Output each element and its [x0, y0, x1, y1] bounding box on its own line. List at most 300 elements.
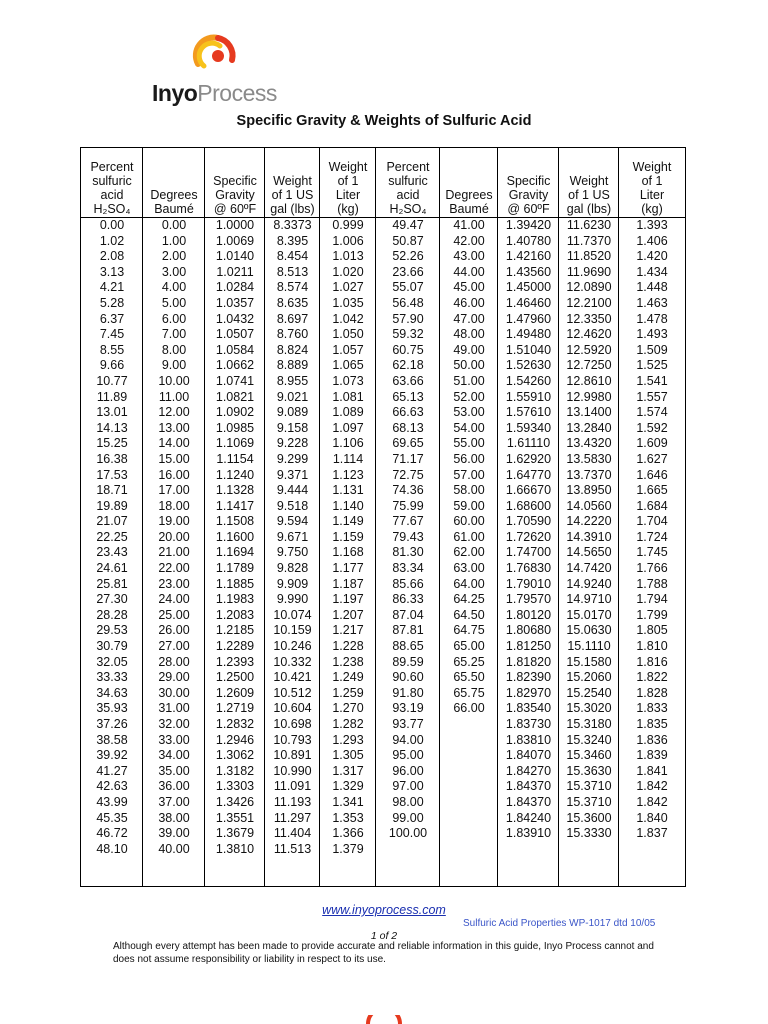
column-header-line: Baumé — [449, 202, 489, 216]
table-cell: 1.76830 — [505, 561, 552, 576]
table-cell: 65.00 — [453, 639, 485, 654]
table-cell: 1.366 — [332, 826, 364, 841]
table-cell: 1.45000 — [505, 280, 552, 295]
table-cell: 1.013 — [332, 249, 364, 264]
table-cell: 15.3180 — [566, 717, 612, 731]
table-cell: 13.4320 — [566, 436, 612, 451]
table-cell: 8.824 — [276, 342, 309, 357]
table-cell: 38.58 — [96, 732, 128, 747]
page-number: 1 of 2 — [370, 930, 398, 942]
table-cell: 1.249 — [332, 670, 364, 685]
column-header-line: Degrees — [445, 188, 493, 202]
column-header-line: H₂SO₄ — [93, 202, 131, 216]
table-cell: 75.99 — [392, 498, 424, 513]
table-cell: 24.61 — [96, 561, 128, 576]
table-cell: 37.00 — [158, 794, 190, 809]
table-cell: 40.00 — [158, 841, 190, 856]
table-cell: 30.79 — [96, 639, 128, 654]
table-cell: 1.2289 — [215, 639, 255, 654]
table-cell: 1.207 — [332, 607, 364, 622]
table-cell: 1.839 — [636, 748, 668, 763]
table-cell: 1.081 — [332, 389, 364, 404]
table-cell: 8.00 — [161, 342, 187, 357]
table-cell: 1.837 — [636, 826, 668, 841]
table-cell: 65.13 — [392, 389, 424, 404]
table-cell: 87.81 — [392, 623, 424, 638]
table-cell: 1.54260 — [505, 373, 552, 388]
table-cell: 1.745 — [636, 545, 668, 560]
table-cell: 99.00 — [392, 810, 424, 825]
table-cell: 1.406 — [636, 233, 668, 248]
table-cell: 24.00 — [158, 592, 190, 607]
table-cell: 56.00 — [453, 451, 485, 466]
column-header — [265, 156, 320, 216]
table-cell: 13.1400 — [566, 405, 612, 420]
table-cell: 1.1417 — [215, 498, 255, 513]
column-header-line: Weight — [273, 174, 312, 188]
table-cell: 1.574 — [636, 405, 668, 420]
table-cell: 10.246 — [273, 639, 312, 654]
table-cell: 14.9240 — [566, 576, 612, 591]
table-cell: 12.2100 — [566, 295, 612, 310]
table-cell: 8.955 — [276, 373, 309, 388]
table-cell: 15.3710 — [566, 779, 612, 794]
table-cell: 1.541 — [636, 373, 668, 388]
table-cell: 15.3240 — [566, 732, 612, 747]
table-cell: 27.30 — [96, 592, 128, 607]
table-cell: 22.00 — [158, 561, 190, 576]
table-cell: 1.089 — [332, 405, 364, 420]
table-cell: 1.073 — [332, 373, 364, 388]
table-cell: 1.83540 — [505, 701, 552, 716]
table-cell: 100.00 — [388, 826, 428, 841]
table-cell: 1.106 — [332, 436, 364, 451]
table-cell: 64.50 — [453, 607, 485, 622]
table-cell: 61.00 — [453, 529, 485, 544]
table-cell: 1.341 — [332, 794, 364, 809]
table-cell: 1.057 — [332, 342, 364, 357]
table-cell: 41.27 — [96, 763, 128, 778]
table-cell: 1.0741 — [215, 373, 255, 388]
table-cell: 4.00 — [161, 280, 187, 295]
column-header-line: of 1 — [641, 174, 663, 188]
table-cell: 11.091 — [273, 779, 312, 794]
table-cell: 43.00 — [453, 249, 485, 264]
table-cell: 15.0170 — [566, 607, 612, 622]
table-cell: 1.0211 — [216, 264, 254, 279]
column-header — [81, 156, 143, 216]
table-cell: 12.3350 — [566, 311, 612, 326]
column-header-line: Gravity — [508, 188, 549, 202]
table-cell: 1.159 — [332, 529, 364, 544]
website-link[interactable]: www.inyoprocess.com — [322, 903, 446, 917]
table-cell: 32.00 — [158, 717, 190, 731]
table-cell: 1.64770 — [505, 467, 552, 482]
table-cell: 95.00 — [392, 748, 424, 763]
table-cell: 16.38 — [96, 451, 128, 466]
table-cell: 16.00 — [158, 467, 190, 482]
table-cell: 66.00 — [453, 701, 485, 716]
table-cell: 26.00 — [158, 623, 190, 638]
table-cell: 1.1600 — [215, 529, 255, 544]
table-cell: 37.26 — [96, 717, 128, 731]
table-cell: 15.2060 — [566, 670, 612, 685]
table-cell: 1.83910 — [505, 826, 552, 841]
table-cell: 1.66670 — [505, 483, 552, 498]
table-cell: 45.00 — [453, 280, 485, 295]
table-cell: 2.08 — [99, 249, 125, 264]
table-cell: 15.1580 — [566, 654, 612, 669]
table-cell: 27.00 — [158, 639, 190, 654]
table-cell: 69.65 — [392, 436, 424, 451]
table-cell: 15.3460 — [566, 748, 612, 763]
table-cell: 9.990 — [276, 592, 309, 607]
table-cell: 1.114 — [332, 451, 364, 466]
table-cell: 6.00 — [161, 311, 187, 326]
logo-mark-icon — [190, 30, 240, 80]
table-cell: 1.822 — [636, 670, 668, 685]
column-header-line: gal (lbs) — [270, 202, 315, 216]
table-cell: 1.799 — [636, 607, 668, 622]
table-cell: 91.80 — [392, 685, 424, 700]
table-cell: 1.0662 — [215, 358, 255, 373]
document-title: Specific Gravity & Weights of Sulfuric Acid — [236, 113, 532, 129]
table-cell: 3.00 — [161, 264, 187, 279]
table-cell: 60.00 — [453, 514, 485, 529]
table-cell: 1.39420 — [505, 218, 552, 232]
table-cell: 1.463 — [636, 295, 668, 310]
table-cell: 12.7250 — [566, 358, 612, 373]
table-cell: 15.0630 — [566, 623, 612, 638]
table-cell: 1.0069 — [215, 233, 255, 248]
table-cell: 28.00 — [158, 654, 190, 669]
table-cell: 8.574 — [276, 280, 309, 295]
table-cell: 35.00 — [158, 763, 190, 778]
table-cell: 1.68600 — [505, 498, 552, 513]
column-header — [320, 156, 376, 216]
table-cell: 15.3630 — [566, 763, 612, 778]
table-cell: 1.329 — [332, 779, 364, 794]
table-cell: 1.00 — [161, 233, 187, 248]
table-cell: 5.00 — [161, 295, 187, 310]
inyo-process-logo — [150, 30, 290, 105]
table-cell: 23.43 — [96, 545, 128, 560]
table-cell: 13.5830 — [566, 451, 612, 466]
table-cell: 1.3679 — [215, 826, 255, 841]
table-cell: 1.840 — [636, 810, 668, 825]
table-cell: 5.28 — [99, 295, 125, 310]
table-cell: 20.00 — [158, 529, 190, 544]
table-cell: 11.193 — [273, 794, 312, 809]
table-cell: 1.317 — [332, 763, 364, 778]
table-cell: 14.0560 — [566, 498, 612, 513]
table-cell: 8.889 — [276, 358, 309, 373]
table-cell: 1.140 — [332, 498, 364, 513]
table-cell: 1.788 — [636, 576, 668, 591]
table-cell: 93.19 — [392, 701, 424, 716]
column-header-line: of 1 US — [568, 188, 610, 202]
column-header-line: gal (lbs) — [566, 202, 612, 216]
table-cell: 1.0507 — [215, 327, 255, 342]
table-cell: 14.13 — [96, 420, 128, 435]
table-cell: 64.25 — [453, 592, 485, 607]
table-cell: 9.518 — [276, 498, 309, 513]
table-cell: 44.00 — [453, 264, 485, 279]
header-divider — [81, 217, 685, 218]
column-values — [498, 218, 559, 842]
table-cell: 14.3910 — [566, 529, 612, 544]
table-cell: 1.52630 — [505, 358, 552, 373]
table-cell: 0.00 — [161, 218, 187, 232]
table-cell: 96.00 — [392, 763, 424, 778]
table-cell: 1.1789 — [215, 561, 255, 576]
column-header-line: Liter — [335, 188, 361, 202]
table-cell: 1.51040 — [505, 342, 552, 357]
column-header — [498, 156, 559, 216]
table-cell: 23.00 — [158, 576, 190, 591]
table-cell: 9.158 — [276, 420, 309, 435]
table-cell: 43.99 — [96, 794, 128, 809]
table-cell: 1.217 — [332, 623, 364, 638]
table-cell: 1.293 — [332, 732, 364, 747]
column-header — [143, 156, 205, 216]
document-reference: Sulfuric Acid Properties WP-1017 dtd 10/05 — [463, 918, 656, 929]
table-cell: 1.627 — [636, 451, 668, 466]
table-cell: 9.021 — [276, 389, 309, 404]
table-cell: 9.444 — [276, 483, 309, 498]
table-cell: 11.8520 — [566, 249, 612, 264]
table-cell: 10.990 — [273, 763, 312, 778]
table-cell: 1.609 — [636, 436, 668, 451]
table-cell: 49.00 — [453, 342, 485, 357]
table-cell: 1.1328 — [215, 483, 255, 498]
table-cell: 1.62920 — [505, 451, 552, 466]
table-cell: 1.842 — [636, 794, 668, 809]
table-cell: 62.18 — [392, 358, 424, 373]
table-cell: 11.6230 — [566, 218, 612, 232]
table-cell: 11.7370 — [566, 233, 612, 248]
table-cell: 68.13 — [392, 420, 424, 435]
table-cell: 14.9710 — [566, 592, 612, 607]
table-cell: 1.2185 — [215, 623, 255, 638]
table-cell: 21.07 — [96, 514, 128, 529]
column-header-line: Gravity — [215, 188, 255, 202]
table-cell: 1.805 — [636, 623, 668, 638]
table-cell: 2.00 — [161, 249, 187, 264]
table-cell: 10.891 — [273, 748, 312, 763]
column-header-line: Weight — [569, 174, 609, 188]
table-cell: 55.00 — [453, 436, 485, 451]
table-cell: 1.1154 — [216, 451, 254, 466]
table-cell: 11.89 — [96, 389, 128, 404]
table-cell: 1.050 — [332, 327, 364, 342]
table-cell: 29.53 — [96, 623, 128, 638]
table-cell: 52.26 — [392, 249, 424, 264]
table-cell: 1.79010 — [505, 576, 552, 591]
table-cell: 1.1885 — [215, 576, 255, 591]
table-cell: 23.66 — [392, 264, 424, 279]
table-cell: 34.00 — [158, 748, 190, 763]
table-cell: 1.665 — [636, 483, 668, 498]
table-cell: 1.816 — [636, 654, 668, 669]
table-cell: 46.72 — [96, 826, 128, 841]
logo-brand-bold: Inyo — [152, 80, 198, 106]
table-cell: 14.5650 — [566, 545, 612, 560]
table-cell: 57.00 — [453, 467, 485, 482]
table-cell: 88.65 — [392, 639, 424, 654]
table-cell: 12.5920 — [566, 342, 612, 357]
column-header-line: Weight — [328, 160, 368, 174]
column-values — [81, 218, 143, 857]
table-cell: 47.00 — [453, 311, 485, 326]
table-cell: 1.84270 — [505, 763, 552, 778]
column-header-line: Weight — [632, 160, 672, 174]
table-cell: 1.0432 — [215, 311, 255, 326]
table-cell: 1.509 — [636, 342, 668, 357]
table-cell: 25.00 — [158, 607, 190, 622]
table-cell: 1.228 — [332, 639, 364, 654]
table-cell: 1.434 — [636, 264, 668, 279]
table-cell: 65.50 — [453, 670, 485, 685]
table-cell: 1.006 — [332, 233, 364, 248]
table-cell: 12.8610 — [566, 373, 612, 388]
table-cell: 15.2540 — [566, 685, 612, 700]
table-cell: 42.00 — [453, 233, 485, 248]
table-cell: 1.55910 — [505, 389, 552, 404]
table-cell: 1.1983 — [215, 592, 255, 607]
column-header-line: Specific — [506, 174, 551, 188]
table-cell: 1.0000 — [215, 218, 255, 232]
table-cell: 59.00 — [453, 498, 485, 513]
table-cell: 1.020 — [332, 264, 364, 279]
table-cell: 1.02 — [99, 233, 125, 248]
table-cell: 1.84370 — [505, 794, 552, 809]
table-cell: 8.513 — [276, 264, 309, 279]
column-header-line: @ 60ºF — [507, 202, 550, 216]
table-cell: 1.305 — [332, 748, 364, 763]
table-cell: 11.404 — [273, 826, 312, 841]
table-cell: 9.371 — [276, 467, 309, 482]
table-cell: 17.53 — [96, 467, 128, 482]
table-cell: 1.238 — [332, 654, 364, 669]
table-cell: 36.00 — [158, 779, 190, 794]
table-cell: 94.00 — [392, 732, 424, 747]
table-cell: 1.40780 — [505, 233, 552, 248]
table-cell: 1.2832 — [215, 717, 255, 731]
table-cell: 30.00 — [158, 685, 190, 700]
table-cell: 13.2840 — [566, 420, 612, 435]
table-cell: 1.70590 — [505, 514, 552, 529]
table-cell: 49.47 — [392, 218, 424, 232]
table-cell: 10.604 — [273, 701, 312, 716]
table-cell: 1.2946 — [215, 732, 255, 747]
table-cell: 1.197 — [332, 592, 364, 607]
table-cell: 13.00 — [158, 420, 190, 435]
table-cell: 19.00 — [158, 514, 190, 529]
column-header-line: H₂SO₄ — [389, 202, 427, 216]
table-cell: 72.75 — [392, 467, 424, 482]
table-cell: 21.00 — [158, 545, 190, 560]
table-cell: 1.042 — [332, 311, 364, 326]
table-cell: 1.3426 — [215, 794, 255, 809]
table-cell: 1.3551 — [215, 810, 255, 825]
table-cell: 11.513 — [273, 841, 312, 856]
logo-mark-bottom-icon — [364, 1015, 404, 1024]
table-cell: 9.00 — [161, 358, 187, 373]
table-cell: 1.646 — [636, 467, 668, 482]
table-cell: 0.999 — [332, 218, 364, 232]
table-cell: 1.1240 — [215, 467, 255, 482]
table-cell: 1.0821 — [215, 389, 255, 404]
table-cell: 9.750 — [276, 545, 309, 560]
table-cell: 18.00 — [158, 498, 190, 513]
table-cell: 1.841 — [636, 763, 668, 778]
column-header-line: sulfuric — [92, 174, 132, 188]
table-cell: 1.3810 — [215, 841, 255, 856]
table-cell: 8.697 — [276, 311, 309, 326]
table-cell: 63.00 — [453, 561, 485, 576]
table-cell: 1.0902 — [215, 405, 255, 420]
table-cell: 19.89 — [96, 498, 128, 513]
table-cell: 6.37 — [99, 311, 125, 326]
table-cell: 1.353 — [332, 810, 364, 825]
table-cell: 59.32 — [392, 327, 424, 342]
table-cell: 13.8950 — [566, 483, 612, 498]
table-cell: 90.60 — [392, 670, 424, 685]
table-cell: 87.04 — [392, 607, 424, 622]
table-cell: 1.2500 — [215, 670, 255, 685]
table-cell: 1.0357 — [215, 295, 255, 310]
table-cell: 10.421 — [273, 670, 312, 685]
column-values — [376, 218, 440, 842]
column-header — [559, 156, 619, 216]
table-cell: 52.00 — [453, 389, 485, 404]
table-cell: 38.00 — [158, 810, 190, 825]
table-cell: 10.159 — [273, 623, 312, 638]
table-cell: 11.9690 — [566, 264, 612, 279]
column-values — [559, 218, 619, 842]
table-cell: 1.80680 — [505, 623, 552, 638]
column-header-line: Percent — [386, 160, 430, 174]
table-cell: 65.25 — [453, 654, 485, 669]
table-cell: 1.2609 — [215, 685, 255, 700]
table-cell: 1.3182 — [215, 763, 255, 778]
table-cell: 39.00 — [158, 826, 190, 841]
table-cell: 1.46460 — [505, 295, 552, 310]
table-cell: 15.3710 — [566, 794, 612, 809]
table-cell: 1.270 — [332, 701, 364, 716]
table-cell: 10.00 — [158, 373, 190, 388]
table-cell: 1.065 — [332, 358, 364, 373]
table-cell: 34.63 — [96, 685, 128, 700]
table-cell: 50.87 — [392, 233, 424, 248]
table-cell: 1.84370 — [505, 779, 552, 794]
table-cell: 1.0985 — [215, 420, 255, 435]
column-header — [440, 156, 498, 216]
table-cell: 9.299 — [276, 451, 309, 466]
column-values — [205, 218, 265, 857]
logo-wordmark — [152, 80, 277, 107]
table-cell: 51.00 — [453, 373, 485, 388]
table-cell: 1.42160 — [505, 249, 552, 264]
table-cell: 0.00 — [99, 218, 125, 232]
table-cell: 1.097 — [332, 420, 364, 435]
table-cell: 1.828 — [636, 685, 668, 700]
table-cell: 12.00 — [158, 405, 190, 420]
table-cell: 10.332 — [273, 654, 312, 669]
table-cell: 1.59340 — [505, 420, 552, 435]
table-cell: 1.168 — [332, 545, 364, 560]
